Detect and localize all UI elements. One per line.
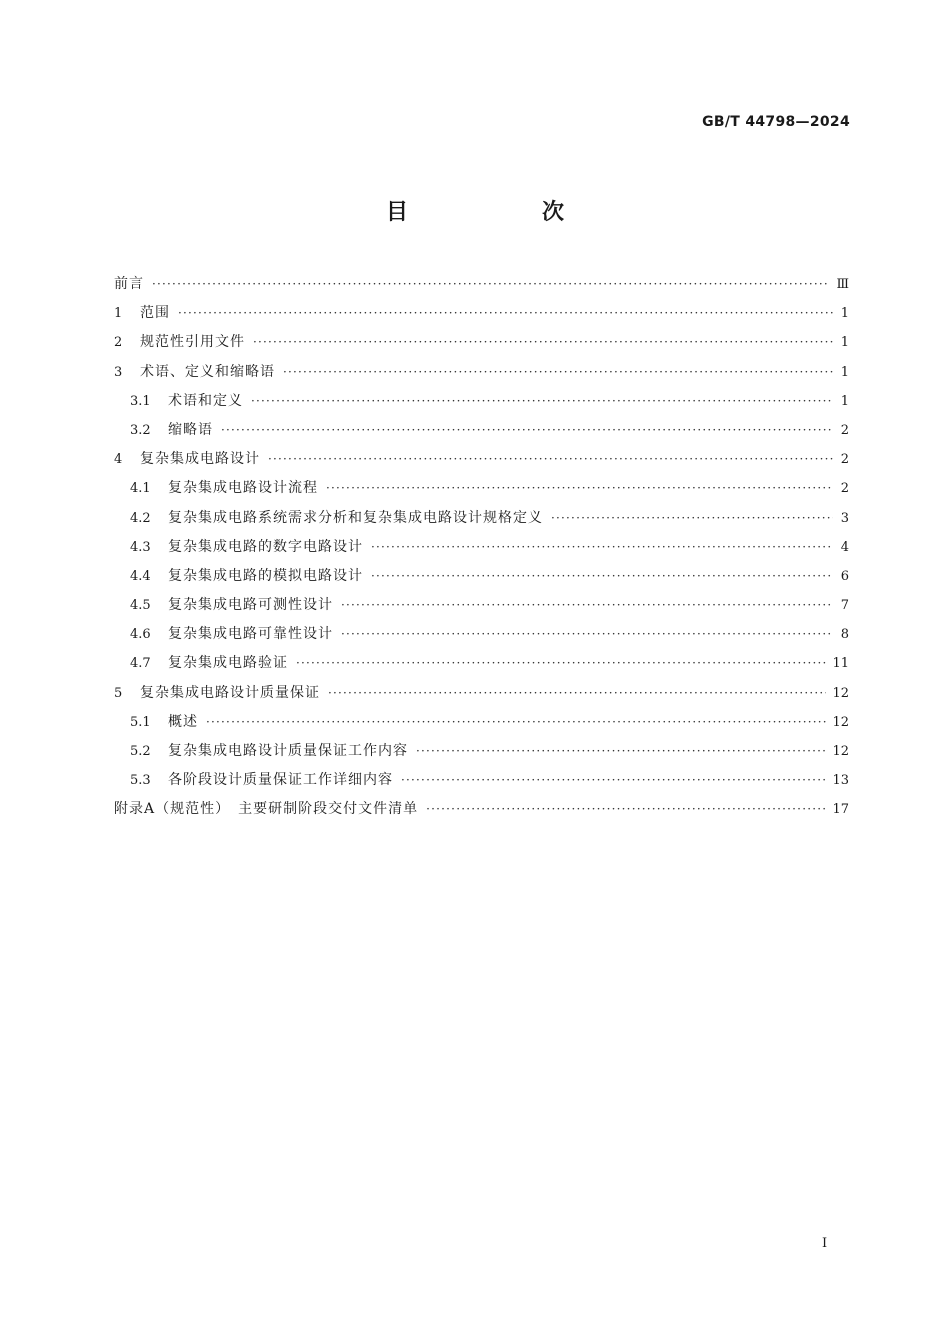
toc-entry-page: 11 — [832, 656, 849, 672]
toc-dot-leader — [328, 679, 826, 708]
toc-entry-label: 术语和定义 — [168, 392, 243, 409]
toc-entry-label: 概述 — [168, 713, 198, 730]
toc-entry-number: 5.3 — [130, 773, 151, 789]
toc-dot-leader — [221, 416, 833, 445]
toc-dot-leader — [341, 620, 833, 649]
toc-dot-leader — [152, 270, 830, 299]
toc-entry-label: 附录A（规范性） 主要研制阶段交付文件清单 — [114, 801, 419, 818]
toc-entry-number: 4.6 — [130, 627, 151, 643]
toc-entry-page: 8 — [840, 627, 849, 643]
toc-entry-page: 13 — [832, 773, 849, 789]
toc-entry-page: 2 — [840, 452, 849, 468]
page-title: 目 次 — [385, 200, 620, 225]
toc-entry[interactable] — [114, 620, 849, 649]
toc-dot-leader — [283, 358, 833, 387]
toc-entry-label: 复杂集成电路的数字电路设计 — [168, 538, 363, 555]
toc-entry[interactable] — [114, 387, 849, 416]
toc-entry-number: 3 — [114, 364, 123, 380]
toc-dot-leader — [551, 504, 833, 533]
toc-entry-page: 12 — [832, 714, 849, 730]
toc-entry[interactable] — [114, 299, 849, 328]
toc-entry[interactable] — [114, 445, 849, 474]
toc-entry-number: 4.7 — [130, 656, 151, 672]
toc-dot-leader — [178, 299, 833, 328]
toc-entry-page: 7 — [840, 598, 849, 614]
toc-entry[interactable] — [114, 679, 849, 708]
toc-entry-page: 1 — [840, 306, 849, 322]
toc-entry-number: 4.3 — [130, 539, 151, 555]
toc-entry[interactable] — [114, 591, 849, 620]
toc-entry-label: 复杂集成电路的模拟电路设计 — [168, 567, 363, 584]
toc-entry[interactable] — [114, 737, 849, 766]
toc-entry[interactable] — [114, 708, 849, 737]
toc-dot-leader — [296, 649, 826, 678]
toc-entry-number: 5.1 — [130, 714, 151, 730]
toc-dot-leader — [426, 795, 826, 824]
toc-entry[interactable] — [114, 533, 849, 562]
toc-entry-label: 复杂集成电路设计 — [140, 451, 260, 468]
toc-entry-number: 1 — [114, 306, 123, 322]
toc-dot-leader — [401, 766, 826, 795]
toc-entry-label: 缩略语 — [168, 421, 213, 438]
toc-entry[interactable] — [114, 504, 849, 533]
toc-entry-label: 复杂集成电路可测性设计 — [168, 597, 333, 614]
standard-code: GB/T 44798—2024 — [702, 114, 850, 130]
toc-dot-leader — [253, 328, 833, 357]
toc-entry-page: 6 — [840, 568, 849, 584]
toc-entry-label: 复杂集成电路系统需求分析和复杂集成电路设计规格定义 — [168, 509, 543, 526]
toc-entry[interactable] — [114, 416, 849, 445]
toc-entry-number: 5 — [114, 685, 123, 701]
toc-entry-number: 4.1 — [130, 481, 151, 497]
toc-entry[interactable] — [114, 766, 849, 795]
toc-entry-page: 12 — [832, 685, 849, 701]
toc-entry-number: 4.4 — [130, 568, 151, 584]
toc-dot-leader — [371, 533, 833, 562]
toc-entry-label: 术语、定义和缩略语 — [140, 363, 275, 380]
toc-entry-number: 4.5 — [130, 598, 151, 614]
toc-entry[interactable] — [114, 474, 849, 503]
toc-entry-page: 2 — [840, 422, 849, 438]
toc-entry[interactable] — [114, 562, 849, 591]
toc-entry[interactable] — [114, 795, 849, 824]
toc-entry[interactable] — [114, 649, 849, 678]
toc-entry-page: Ⅲ — [836, 277, 849, 292]
toc-dot-leader — [371, 562, 833, 591]
toc-entry-label: 复杂集成电路验证 — [168, 655, 288, 672]
toc-dot-leader — [268, 445, 833, 474]
toc-entry-label: 各阶段设计质量保证工作详细内容 — [168, 772, 393, 789]
toc-entry-page: 12 — [832, 744, 849, 759]
toc-entry-label: 前言 — [114, 276, 144, 292]
toc-entry-page: 1 — [840, 364, 849, 380]
toc-entry-label: 复杂集成电路可靠性设计 — [168, 626, 333, 643]
toc-entry-page: 17 — [832, 802, 849, 818]
toc-entry-number: 2 — [114, 335, 123, 351]
toc-dot-leader — [416, 737, 826, 766]
toc-dot-leader — [251, 387, 833, 416]
toc-entry[interactable] — [114, 358, 849, 387]
toc-entry-label: 复杂集成电路设计质量保证工作内容 — [168, 743, 408, 759]
table-of-contents — [114, 270, 849, 825]
toc-entry-label: 范围 — [140, 305, 170, 322]
toc-entry-page: 3 — [840, 510, 849, 526]
toc-entry-number: 4.2 — [130, 510, 151, 526]
toc-entry[interactable] — [114, 328, 849, 357]
toc-entry-label: 规范性引用文件 — [140, 334, 245, 351]
toc-entry-page: 4 — [840, 539, 849, 555]
toc-entry-label: 复杂集成电路设计流程 — [168, 480, 318, 497]
toc-entry-number: 4 — [114, 452, 123, 468]
toc-entry[interactable] — [114, 270, 849, 299]
toc-entry-label: 复杂集成电路设计质量保证 — [140, 684, 320, 701]
toc-dot-leader — [341, 591, 833, 620]
toc-entry-page: 2 — [840, 481, 849, 497]
toc-entry-number: 3.1 — [130, 393, 151, 409]
toc-entry-page: 1 — [840, 393, 849, 409]
page-number: Ⅰ — [822, 1236, 828, 1251]
toc-dot-leader — [326, 474, 833, 503]
toc-entry-number: 5.2 — [130, 744, 151, 759]
toc-dot-leader — [206, 708, 826, 737]
toc-entry-number: 3.2 — [130, 422, 151, 438]
toc-entry-page: 1 — [840, 335, 849, 351]
